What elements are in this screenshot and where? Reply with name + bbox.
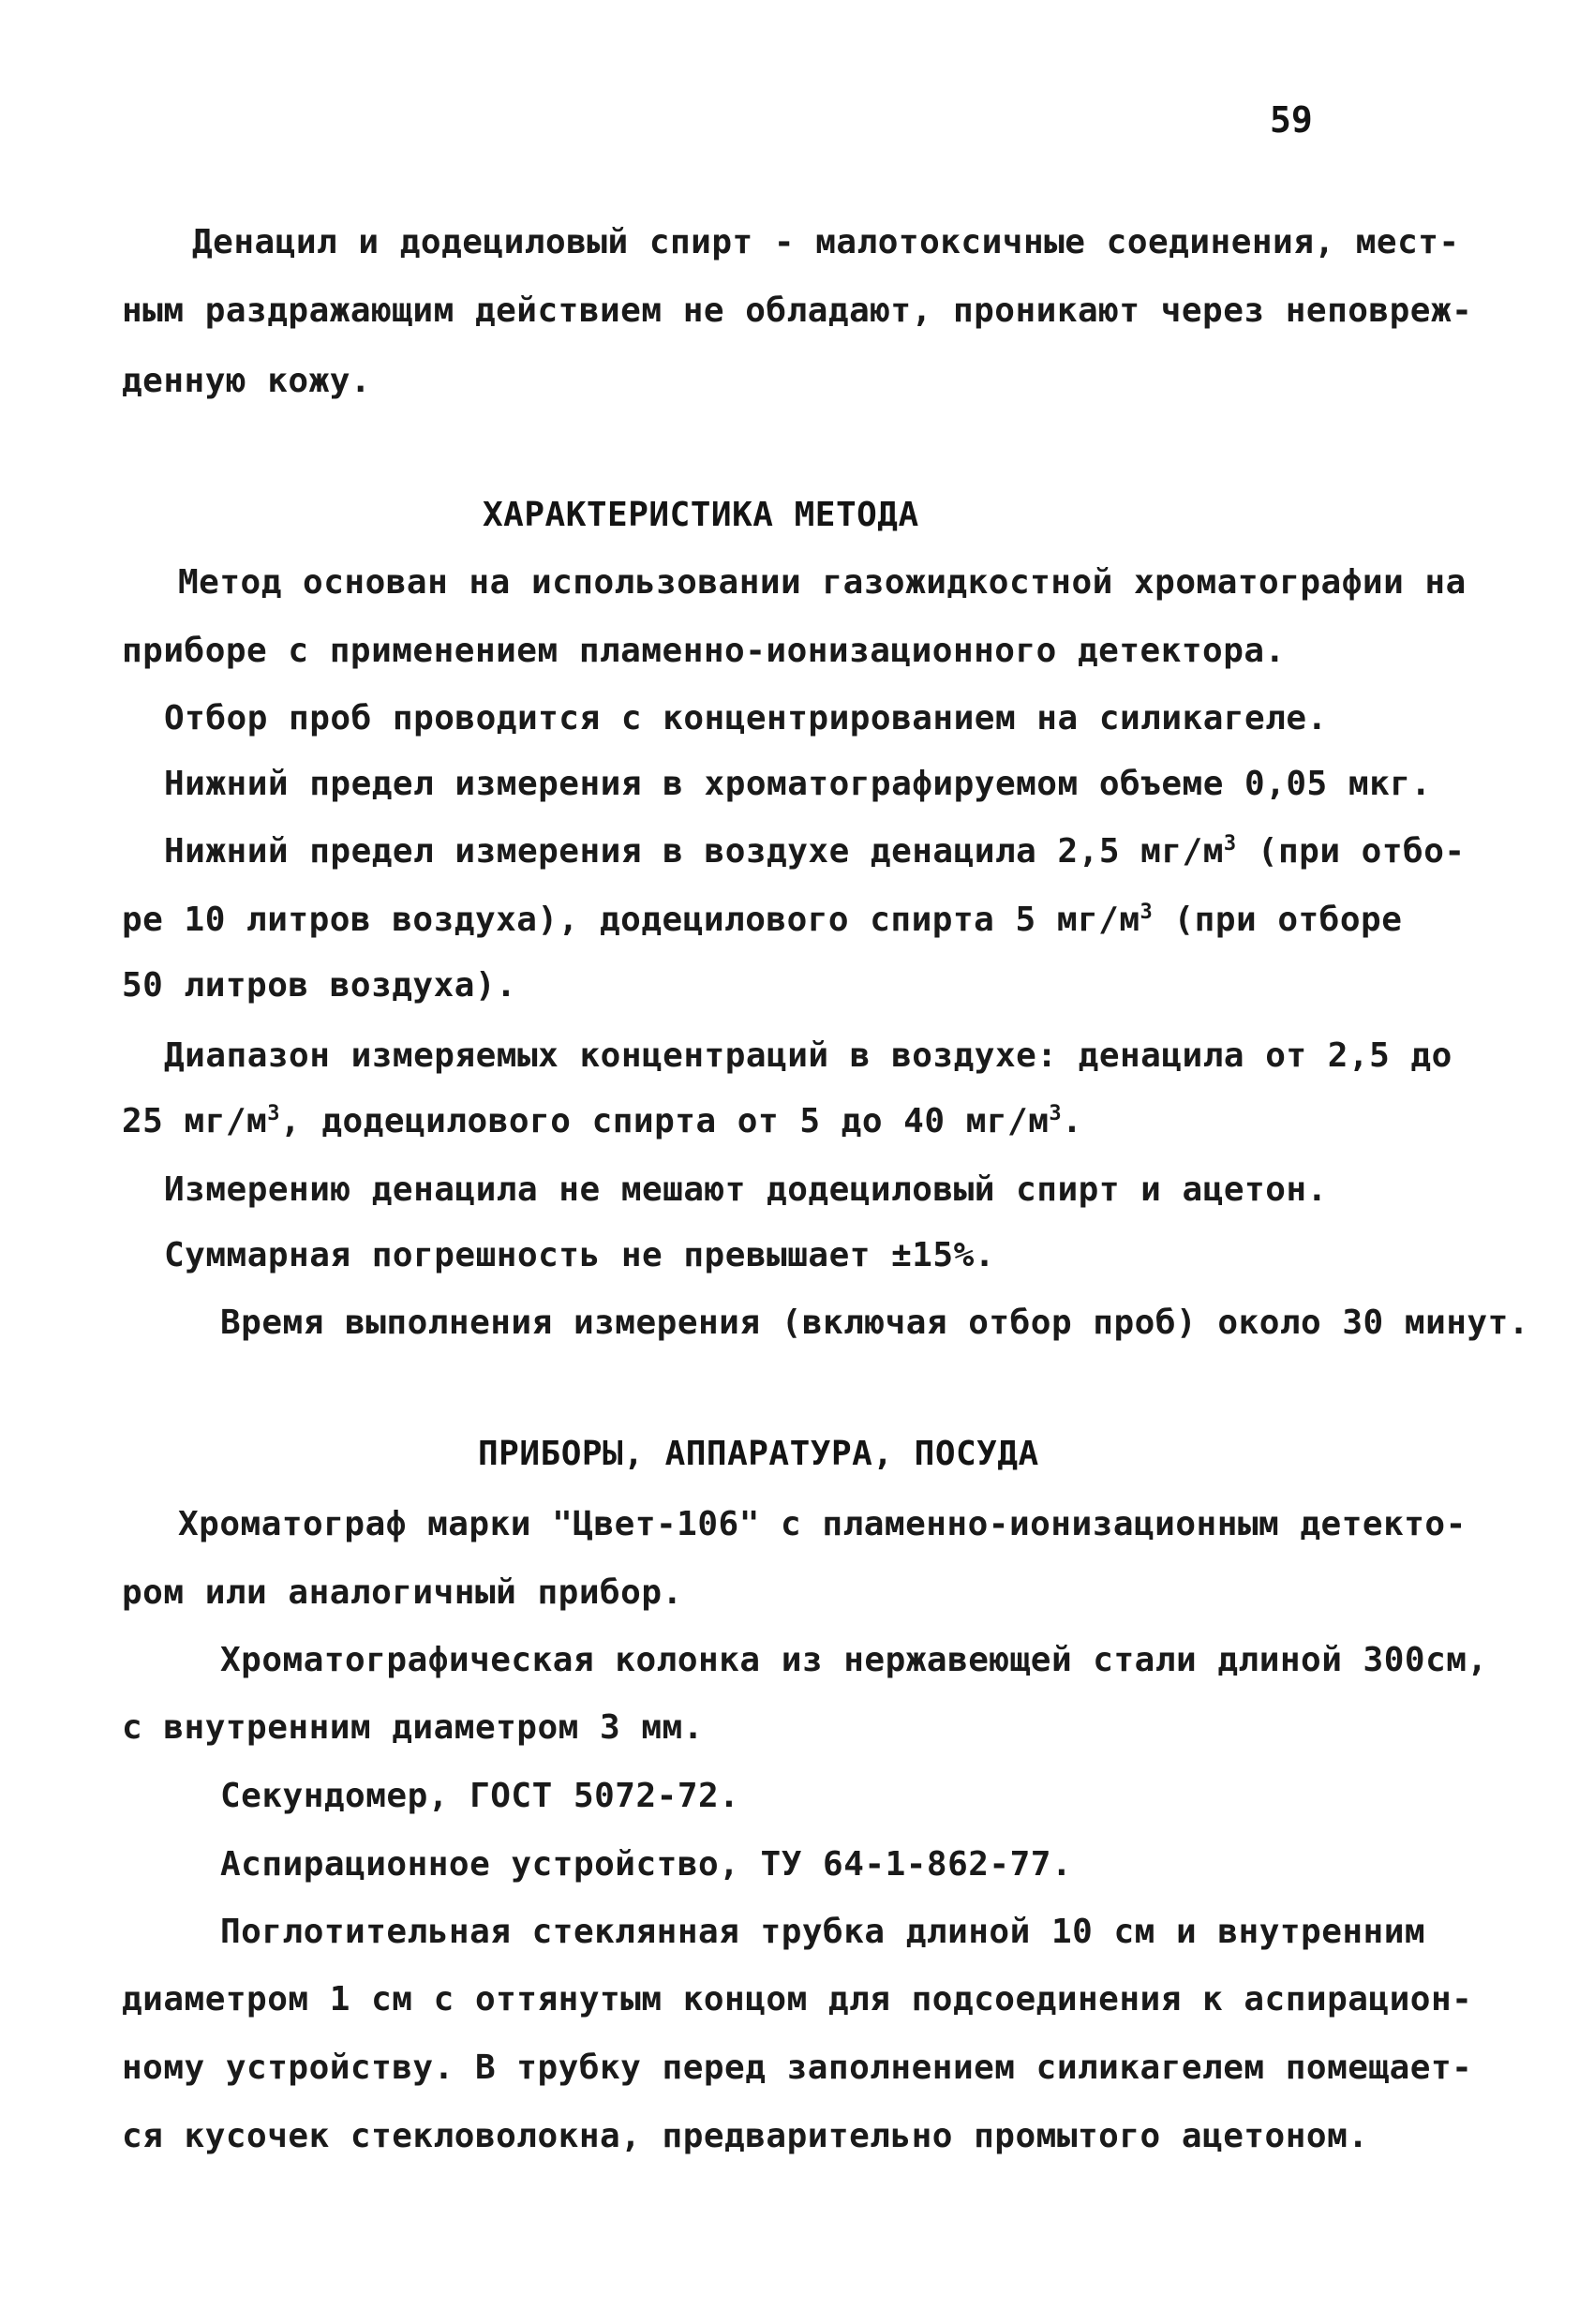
equipment-line-8: диаметром 1 см с оттянутым концом для подсоединения к аспирацион- — [122, 1980, 1473, 2019]
equipment-line-9: ному устройству. В трубку перед заполнением силикагелем помещает- — [122, 2048, 1473, 2087]
equipment-line-5: Секундомер, ГОСТ 5072-72. — [220, 1777, 740, 1815]
method-line-9: 25 $мг/м^3$, додецилового спирта от 5 до 40 $мг/м^3$. — [122, 1102, 1083, 1140]
method-line-9-b: , додецилового спирта от 5 до 40 мг/м — [279, 1102, 1050, 1140]
method-line-2: приборе с применением пламенно-ионизационного детектора. — [122, 632, 1286, 670]
method-line-5-tail: (при отбо- — [1257, 832, 1466, 871]
equipment-line-7: Поглотительная стеклянная трубка длиной 10 см и внутренним — [220, 1913, 1426, 1951]
intro-line-2: ным раздражающим действием не обладают, проникают через неповреж- — [122, 291, 1473, 330]
superscript-3: 3 — [1049, 1102, 1063, 1125]
method-line-11: Суммарная погрешность не превышает ±15%. — [164, 1236, 995, 1274]
method-line-5 — [164, 831, 1466, 872]
method-line-1: Метод основан на использовании газожидкостной хроматографии на — [178, 563, 1467, 602]
equipment-line-3: Хроматографическая колонка из нержавеющей стали длиной 300см, — [220, 1641, 1488, 1679]
method-line-3: Отбор проб проводится с концентрированием на силикагеле. — [164, 699, 1328, 737]
equipment-line-10: ся кусочек стекловолокна, предварительно промытого ацетоном. — [122, 2117, 1369, 2155]
superscript-3: 3 — [1140, 901, 1154, 924]
intro-line-3: денную кожу. — [122, 362, 372, 400]
page-number: 59 — [1270, 99, 1313, 141]
equipment-line-1: Хроматограф марки "Цвет-106" с пламенно-ионизационным детекто- — [178, 1505, 1467, 1543]
method-line-10: Измерению денацила не мешают додециловый спирт и ацетон. — [164, 1170, 1328, 1209]
section-title-equipment: ПРИБОРЫ, АППАРАТУРА, ПОСУДА — [478, 1435, 1039, 1473]
method-line-5-text: Нижний предел измерения в воздухе денацила 2,5 мг/м — [164, 832, 1224, 871]
method-line-6-text: ре 10 литров воздуха), додецилового спирта 5 мг/м — [122, 901, 1140, 939]
intro-line-1: Денацил и додециловый спирт - малотоксичные соединения, мест- — [192, 223, 1460, 261]
section-title-method: ХАРАКТЕРИСТИКА МЕТОДА — [483, 496, 919, 534]
method-line-9-a: 25 мг/м — [122, 1102, 268, 1140]
equipment-line-6: Аспирационное устройство, ТУ 64-1-862-77. — [220, 1845, 1073, 1884]
method-line-12: Время выполнения измерения (включая отбор проб) около 30 минут. — [220, 1304, 1529, 1342]
superscript-3: 3 — [267, 1102, 280, 1125]
equipment-line-2: ром или аналогичный прибор. — [122, 1573, 683, 1612]
method-line-7: 50 литров воздуха). — [122, 966, 517, 1005]
equipment-line-4: с внутренним диаметром 3 мм. — [122, 1708, 704, 1747]
method-line-8: Диапазон измеряемых концентраций в воздухе: денацила от 2,5 до — [164, 1036, 1452, 1075]
method-line-6 — [122, 900, 1402, 941]
method-line-4: Нижний предел измерения в хроматографируемом объеме 0,05 мкг. — [164, 765, 1432, 803]
superscript-3: 3 — [1223, 832, 1237, 856]
method-line-6-tail: (при отборе — [1173, 901, 1403, 939]
